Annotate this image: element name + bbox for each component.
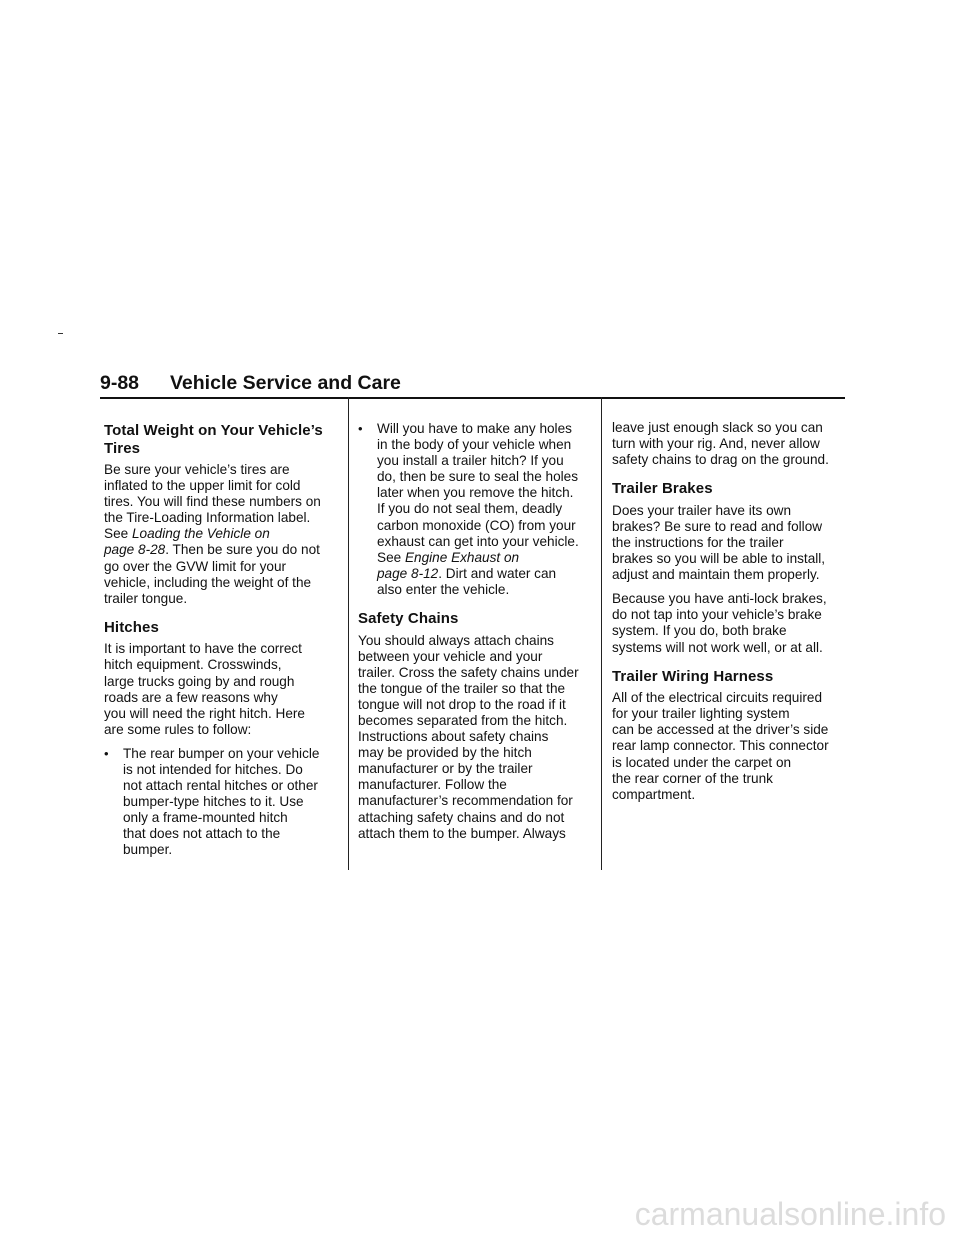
trailer-brakes-paragraph-1: Does your trailer have its own brakes? Be sure to read and follow the instructions for the trailer brakes so you will be able to install, adjust and maintain them properly.	[612, 502, 826, 583]
link-page-8-12[interactable]: page 8-12	[377, 565, 439, 581]
trailer-brakes-paragraph-2: Because you have anti-lock brakes, do not tap into your vehicle’s brake system. If you do, both brake systems will not work well, or at all.	[612, 591, 827, 655]
heading-trailer-wiring-harness: Trailer Wiring Harness	[612, 667, 774, 685]
bullet-holes-in-body: • Will you have to make any holes in the body of your vehicle when you install a trailer hitch? If you do, then be sure to seal the holes later when you remove the hitch. If you do not seal them, deadly carbon monoxide (CO) from your exhaust can get into your vehicle. See Engine Exhaust on page 8-12. Dirt and water can also enter the vehicle.	[358, 421, 579, 597]
page-header	[100, 371, 845, 399]
page-number: 9-88	[100, 372, 140, 394]
watermark-text: carmanualsonline.info	[634, 1196, 946, 1232]
bullet-icon: •	[358, 421, 363, 436]
heading-safety-chains: Safety Chains	[358, 610, 459, 628]
link-page-8-28[interactable]: page 8-28	[104, 542, 166, 558]
safety-chains-continued: leave just enough slack so you can turn with your rig. And, never allow safety chains to drag on the ground.	[612, 420, 829, 468]
section-title: Vehicle Service and Care	[170, 372, 401, 394]
crop-mark	[58, 333, 63, 334]
link-engine-exhaust[interactable]: Engine Exhaust on	[404, 549, 520, 565]
column-2	[348, 397, 600, 870]
bullet-rear-bumper: • The rear bumper on your vehicle is not intended for hitches. Do not attach rental hitches or other bumper-type hitches to it. Use only a frame-mounted hitch that does not attach to the bumper.	[104, 745, 320, 858]
heading-trailer-brakes: Trailer Brakes	[612, 480, 713, 498]
heading-hitches: Hitches	[104, 618, 159, 636]
total-weight-paragraph: Be sure your vehicle’s tires are inflated to the upper limit for cold tires. You will find these numbers on the Tire-Loading Information label. See Loading the Vehicle on page 8-28. Then be sure you do not go over the GVW limit for your vehicle, including the weight of the trailer tongue.	[104, 462, 321, 606]
hitches-paragraph: It is important to have the correct hitch equipment. Crosswinds, large trucks going by and rough roads are a few reasons why you will need the right hitch. Here are some rules to follow:	[104, 641, 305, 737]
safety-chains-paragraph: You should always attach chains between your vehicle and your trailer. Cross the safety chains under the tongue of the trailer so that the tongue will not drop to the road if it becomes separated from the hitch. Instructions about safety chains may be provided by the hitch manufacturer or by the trailer manufacturer. Follow the manufacturer’s recommendation for attaching safety chains and do not attach them to the bumper. Always	[358, 632, 579, 841]
column-1	[104, 397, 347, 870]
wiring-harness-paragraph: All of the electrical circuits required for your trailer lighting system can be accessed at the driver’s side rear lamp connector. This connector is located under the carpet on the rear corner of the trunk compartment.	[612, 690, 829, 802]
bullet-icon: •	[104, 745, 109, 761]
column-3	[601, 397, 845, 870]
heading-total-weight: Total Weight on Your Vehicle’s Tires	[104, 422, 323, 457]
link-loading-the-vehicle[interactable]: Loading the Vehicle on	[131, 526, 270, 542]
